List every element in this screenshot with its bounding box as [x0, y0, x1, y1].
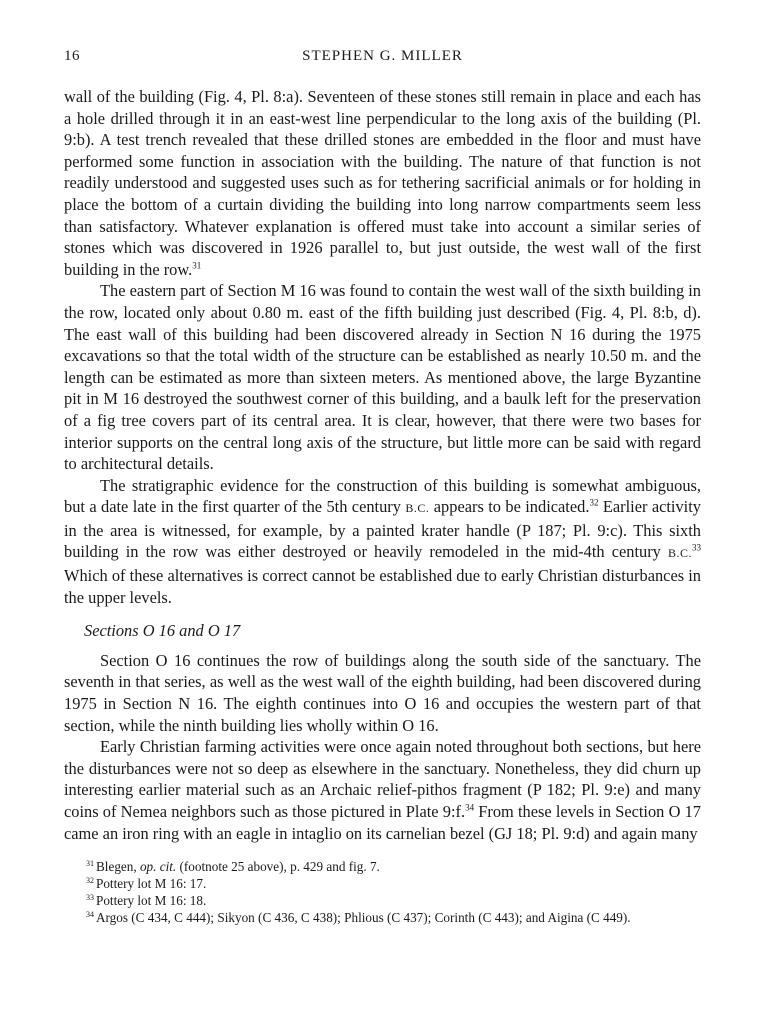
footnote-text: Argos (C 434, C 444); Sikyon (C 436, C 438); Phlious (C 437); Corinth (C 443); and Aigina (C 449).	[96, 910, 631, 926]
bc-abbrev: B.C.	[667, 546, 692, 561]
footnote-text: Pottery lot M 16: 17.	[96, 876, 207, 892]
body-text	[64, 86, 701, 844]
section-heading: Sections O 16 and O 17	[84, 621, 241, 641]
paragraph-4: Section O 16 continues the row of buildings along the south side of the sanctuary. The seventh in that series, as well as the west wall of the eighth building, had been discovered during 1975 in Section N 16. The eighth continues into O 16 and occupies the western part of that section, while the ninth building lies wholly within O 16.	[64, 650, 701, 735]
paragraph-5-text-a: Early Christian farming activities were once again noted throughout both sections, but here the disturbances were not so deep as elsewhere in the sanctuary. Nonetheless, they did churn up interesting earlier material such as an Archaic relief-pithos fragment (P 182; Pl. 9:e) and many coins of Nemea neighbors such as those pictured in Plate 9:f.	[64, 737, 701, 821]
paragraph-1	[64, 86, 701, 280]
paragraph-3-text-d: Which of these alternatives is correct cannot be established due to early Christian disturbances in the upper levels.	[64, 566, 701, 607]
bc-abbrev: B.C.	[405, 501, 430, 516]
footnote-text: (footnote 25 above), p. 429 and fig. 7.	[179, 859, 380, 875]
running-head	[64, 48, 701, 72]
running-title: STEPHEN G. MILLER	[302, 48, 463, 64]
paragraph-3-text-a: The stratigraphic evidence for the construction of this building is somewhat ambiguous, but a date late in the first quarter of the 5th century	[64, 475, 701, 517]
paragraph-1-text: wall of the building (Fig. 4, Pl. 8:a). Seventeen of these stones still remain in place and each has a hole drilled through it in an east-west line perpendicular to the long axis of the building (Pl. 9:b). A test trench revealed that these drilled stones are embedded in the floor and must have performed some function in association with the building. The nature of that function is not readily understood and suggested uses such as for tethering sacrificial animals or for holding in place the bottom of a curtain dividing the building into long narrow compartments seem less than satisfactory. Whatever explanation is offered must take into account a similar series of stones which was discovered in 1926 parallel to, but just outside, the west wall of the first building in the row.	[64, 87, 701, 279]
footnote-ref-34[interactable]: 34	[465, 802, 475, 813]
footnote-text: Pottery lot M 16: 18.	[96, 893, 207, 909]
footnote-number: 31	[86, 858, 94, 868]
paragraph-5-text-b: From these levels in Section O 17 came an iron ring with an eagle in intaglio on its carnelian bezel (GJ 18; Pl. 9:d) and again many	[64, 802, 701, 843]
paragraph-3-text-c: Earlier activity in the area is witnessed, for example, by a painted krater handle (P 187; Pl. 9:c). This sixth building in the row was either destroyed or heavily remodeled in the mid-4th century	[64, 497, 701, 562]
page-number: 16	[64, 48, 80, 64]
paragraph-3-text-b: appears to be indicated.	[433, 497, 590, 517]
footnote-number: 34	[86, 909, 94, 919]
paragraph-2: The eastern part of Section M 16 was found to contain the west wall of the sixth building in the row, located only about 0.80 m. east of the fifth building just described (Fig. 4, Pl. 8:b, d). The east wall of this building had been discovered already in Section N 16 during the 1975 excavations so that the total width of the structure can be established as nearly 10.50 m. and the length can be estimated as more than sixteen meters. As mentioned above, the large Byzantine pit in M 16 destroyed the southwest corner of this building, and a baulk left for the preservation of a fig tree covers part of its central area. It is clear, however, that there were two bases for interior supports on the central long axis of the structure, but little more can be said with regard to architectural details.	[64, 281, 701, 474]
footnote-31	[64, 858, 701, 875]
page	[64, 48, 701, 926]
footnote-33	[64, 892, 701, 909]
paragraph-3	[64, 475, 701, 609]
footnote-ref-31[interactable]: 31	[192, 260, 202, 271]
footnote-ref-32[interactable]: 32	[589, 497, 599, 508]
footnote-italic: op. cit.	[139, 859, 177, 875]
footnote-number: 33	[86, 892, 94, 902]
paragraph-5	[64, 736, 701, 844]
footnote-text: Blegen,	[96, 859, 137, 875]
footnote-34	[64, 909, 701, 926]
footnote-32	[64, 875, 701, 892]
footnote-number: 32	[86, 875, 94, 885]
footnote-ref-33[interactable]: 33	[692, 543, 701, 553]
footnotes	[64, 858, 701, 926]
